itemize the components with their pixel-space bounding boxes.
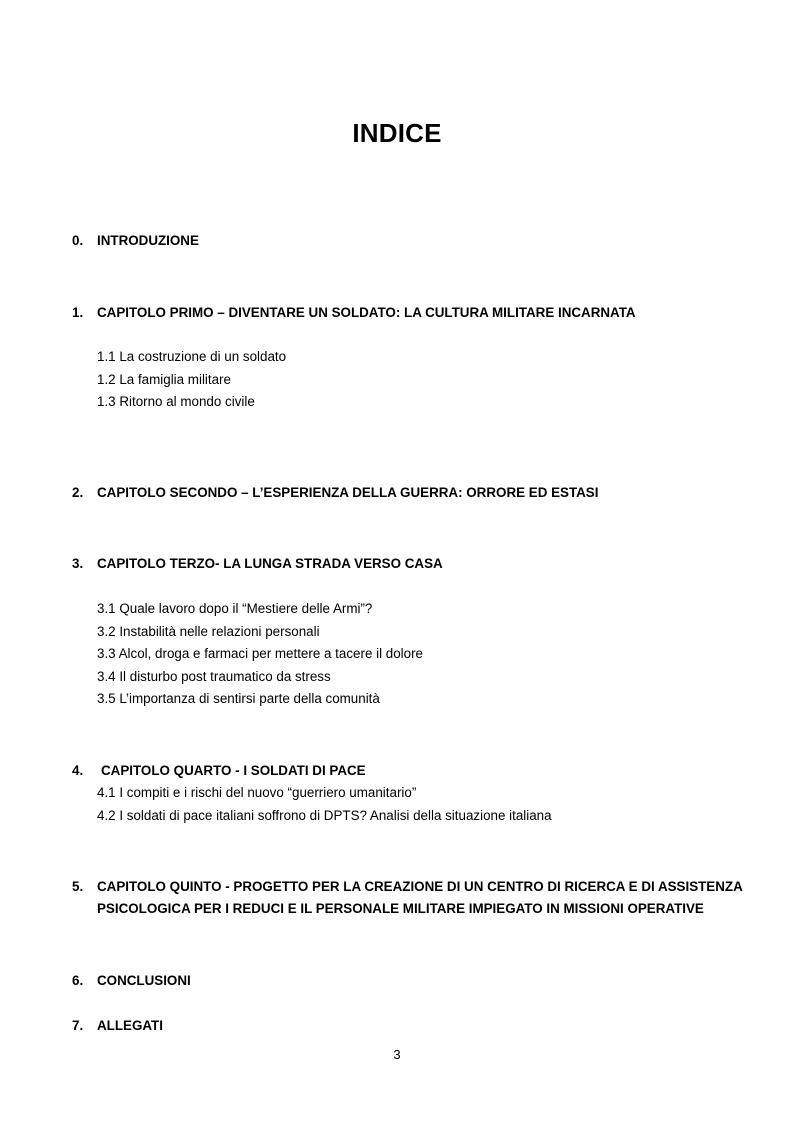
toc-entry-label: CAPITOLO QUARTO - I SOLDATI DI PACE: [101, 763, 366, 778]
toc-entry-number: 6.: [72, 973, 84, 988]
page-number: 3: [393, 1047, 401, 1062]
toc-subsection: 3.5 L’importanza di sentirsi parte della comunità: [97, 691, 380, 706]
toc-entry-capitolo-quarto: [72, 760, 752, 782]
toc-subsection: 4.1 I compiti e i rischi del nuovo “guerriero umanitario”: [97, 785, 417, 800]
toc-entry-label: INTRODUZIONE: [97, 233, 199, 248]
toc-entry-capitolo-primo: [72, 302, 752, 324]
toc-entry-label: CONCLUSIONI: [97, 973, 191, 988]
toc-entry-capitolo-quinto: [72, 876, 752, 920]
toc-entry-label: CAPITOLO QUINTO - PROGETTO PER LA CREAZIONE DI UN CENTRO DI RICERCA E DI ASSISTENZA PSICOLOGICA PER I REDUCI E IL PERSONALE MILITARE IMPIEGATO IN MISSIONI OPERATIVE: [97, 879, 743, 916]
toc-subsection: 3.3 Alcol, droga e farmaci per mettere a tacere il dolore: [97, 646, 424, 661]
page-title: INDICE: [352, 118, 442, 148]
toc-subsection: 3.1 Quale lavoro dopo il “Mestiere delle Armi”?: [97, 601, 373, 616]
toc-entry-number: 0.: [72, 233, 84, 248]
toc-entry-introduzione: [72, 230, 752, 252]
toc-entry-number: 4.: [72, 763, 84, 778]
toc-subsection: 1.3 Ritorno al mondo civile: [97, 394, 255, 409]
toc-subsection-list: [97, 782, 747, 827]
toc-subsection: 1.1 La costruzione di un soldato: [97, 349, 287, 364]
toc-entry-number: 3.: [72, 556, 84, 571]
toc-subsection: 1.2 La famiglia militare: [97, 371, 231, 387]
toc-entry-label: ALLEGATI: [97, 1018, 163, 1033]
toc-entry-number: 1.: [72, 305, 84, 320]
toc-entry-label: CAPITOLO SECONDO – L’ESPERIENZA DELLA GUERRA: ORRORE ED ESTASI: [97, 485, 599, 500]
toc-entry-capitolo-secondo: [72, 482, 752, 504]
toc-entry-capitolo-terzo: [72, 553, 752, 575]
toc-subsection: 4.2 I soldati di pace italiani soffrono di DPTS? Analisi della situazione italiana: [97, 807, 552, 823]
toc-subsection-list: [97, 346, 747, 414]
toc-entry-number: 5.: [72, 879, 84, 894]
toc-entry-allegati: [72, 1015, 752, 1037]
toc-subsection-list: [97, 598, 747, 711]
toc-subsection: 3.4 Il disturbo post traumatico da stress: [97, 668, 331, 684]
toc-entry-label: CAPITOLO TERZO- LA LUNGA STRADA VERSO CASA: [97, 556, 443, 571]
toc-subsection: 3.2 Instabilità nelle relazioni personali: [97, 623, 320, 639]
toc-entry-number: 2.: [72, 485, 84, 500]
toc-entry-number: 7.: [72, 1018, 84, 1033]
toc-entry-label: CAPITOLO PRIMO – DIVENTARE UN SOLDATO: LA CULTURA MILITARE INCARNATA: [97, 305, 636, 320]
toc-entry-conclusioni: [72, 970, 752, 992]
